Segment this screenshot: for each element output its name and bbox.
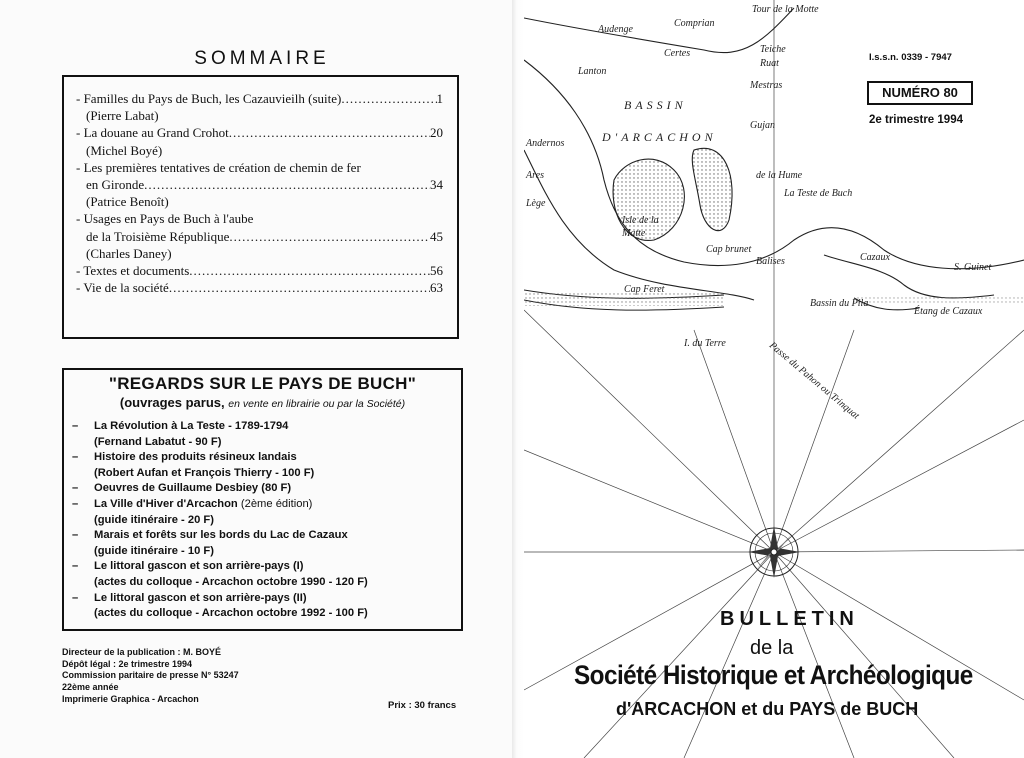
map-label-ruat: Ruat <box>760 58 779 69</box>
society-location: d'ARCACHON et du PAYS de BUCH <box>616 699 919 719</box>
book-details: (actes du colloque - Arcachon octobre 1990 - 120 F) <box>94 575 368 588</box>
map-label-tour: Tour de la Motte <box>752 4 819 15</box>
footer-line: Imprimerie Graphica - Arcachon <box>62 693 199 704</box>
book-title: Le littoral gascon et son arrière-pays (I) <box>94 560 304 573</box>
bulletin-de-la: de la <box>750 637 794 659</box>
book-gutter <box>512 0 524 758</box>
toc-entry: - Usages en Pays de Buch à l'aube <box>76 211 254 227</box>
issn: I.s.s.n. 0339 - 7947 <box>869 52 952 63</box>
map-label-comprian: Comprian <box>674 18 715 29</box>
map-label-cap-brunet: Cap brunet <box>706 244 752 255</box>
toc-entry-page: 63 <box>430 280 443 296</box>
toc-entry-label: en Gironde <box>86 177 145 193</box>
map-label-guinet: S. Guinet <box>954 262 992 273</box>
map-label-etang: Étang de Cazaux <box>914 306 983 317</box>
regards-subtitle-main: (ouvrages parus, <box>119 395 225 410</box>
map-label-andernos: Andernos <box>526 138 565 149</box>
map-label-darcachon: D'ARCACHON <box>602 130 717 144</box>
table-of-contents <box>62 75 459 339</box>
map-label-certes: Certes <box>664 48 691 59</box>
book-details: (guide itinéraire - 20 F) <box>94 513 214 526</box>
map-label-hume: de la Hume <box>756 170 803 181</box>
toc-dot-leader <box>229 124 430 141</box>
book-item <box>72 528 453 544</box>
toc-author: (Patrice Benoît) <box>86 194 169 210</box>
list-dash: – <box>72 482 79 495</box>
toc-entry-page: 45 <box>430 228 443 244</box>
footer-line: Directeur de la publication : M. BOYÉ <box>62 647 222 657</box>
map-label-lanton: Lanton <box>578 66 607 77</box>
publication-footer <box>62 647 239 706</box>
toc-entry-page: 1 <box>436 91 443 106</box>
list-dash: – <box>72 420 79 432</box>
regards-subtitle <box>72 395 453 410</box>
regards-list <box>72 419 453 622</box>
book-title: Marais et forêts sur les bords du Lac de Cazaux <box>94 529 348 542</box>
toc-entry-label: de la Troisième République <box>86 228 230 244</box>
footer-line: Commission paritaire de presse N° 53247 <box>62 670 239 681</box>
map-label-ares: Ares <box>526 170 544 181</box>
compass-rose <box>748 526 800 578</box>
toc-entry-label: - La douane au Grand Crohot <box>76 125 229 141</box>
map-label-balises: Balises <box>756 256 785 267</box>
book-edition: (2ème édition) <box>237 497 313 510</box>
footer-line: 22ème année <box>62 682 119 693</box>
book-item <box>72 481 453 497</box>
bulletin-title: BULLETIN <box>720 608 859 630</box>
map-label-terre: I. du Terre <box>684 338 726 349</box>
regards-title: "REGARDS SUR LE PAYS DE BUCH" <box>108 374 417 393</box>
book-title: Oeuvres de Guillaume Desbiey (80 F) <box>94 482 292 495</box>
issue-number: NUMÉRO 80 <box>867 81 973 105</box>
toc-entry-page: 34 <box>430 177 443 193</box>
book-item <box>72 450 453 466</box>
toc-entry-page: 56 <box>430 263 443 279</box>
toc-entry <box>76 228 443 245</box>
regards-box <box>62 368 463 631</box>
toc-author: (Charles Daney) <box>86 245 172 261</box>
list-dash: – <box>72 591 79 604</box>
book-item <box>72 591 453 607</box>
map-label-cazaux: Cazaux <box>860 252 890 263</box>
price: Prix : 30 francs <box>388 700 457 711</box>
toc-entry <box>76 262 443 279</box>
map-label-passe: Passe du Pahon ou Trinquat <box>766 340 862 422</box>
toc-entry <box>76 176 443 193</box>
book-details: (Fernand Labatut - 90 F) <box>94 435 222 448</box>
toc-dot-leader <box>169 279 430 296</box>
book-title: La Ville d'Hiver d'Arcachon (2ème édition) <box>94 497 313 510</box>
map-label-ile: Isle de la Matte <box>622 215 659 239</box>
book-details: (guide itinéraire - 10 F) <box>94 544 214 557</box>
book-details: (actes du colloque - Arcachon octobre 1992 - 100 F) <box>94 607 368 620</box>
toc-entry: - Les premières tentatives de création de chemin de fer <box>76 159 361 175</box>
sommaire-title: SOMMAIRE <box>194 48 330 69</box>
book-item <box>72 559 453 575</box>
issue-trimester: 2e trimestre 1994 <box>869 114 963 126</box>
toc-author: (Michel Boyé) <box>86 142 163 158</box>
footer-line: Dépôt légal : 2e trimestre 1994 <box>62 658 193 669</box>
list-dash: – <box>72 529 79 542</box>
map-label-gujan: Gujan <box>750 120 775 131</box>
book-title: Le littoral gascon et son arrière-pays (II) <box>94 591 307 604</box>
book-title: La Révolution à La Teste - 1789-1794 <box>94 420 289 432</box>
toc-entry <box>76 124 443 141</box>
map-label-lege: Lège <box>526 198 546 209</box>
toc-entry-label: - Familles du Pays de Buch, les Cazauvieilh (suite) <box>76 91 342 106</box>
map-label-teiche: Teiche <box>760 44 786 55</box>
toc-entry <box>76 279 443 296</box>
list-dash: – <box>72 560 79 573</box>
toc-entry-page: 20 <box>430 125 443 141</box>
book-item <box>72 419 453 435</box>
book-item <box>72 497 453 513</box>
map-label-audenge: Audenge <box>598 24 633 35</box>
map-label-cap-ferret: Cap Feret <box>624 284 665 295</box>
toc-entry-label: - Vie de la société <box>76 280 169 296</box>
toc-dot-leader <box>341 90 436 107</box>
map-label-bassin: BASSIN <box>624 98 687 112</box>
toc-author: (Pierre Labat) <box>86 108 159 124</box>
list-dash: – <box>72 451 79 464</box>
map-label-teste: La Teste de Buch <box>784 188 853 199</box>
society-name: Société Historique et Archéologique <box>574 660 973 690</box>
right-page <box>524 0 1024 758</box>
toc-entry <box>76 90 443 107</box>
regards-subtitle-italic: en vente en librairie ou par la Société) <box>228 398 406 410</box>
book-title: Histoire des produits résineux landais <box>94 451 297 464</box>
toc-dot-leader <box>189 262 430 279</box>
map-label-bassin-pila: Bassin du Pila <box>810 298 869 309</box>
list-dash: – <box>72 497 79 510</box>
book-details: (Robert Aufan et François Thierry - 100 F) <box>94 466 315 479</box>
map-label-mestras: Mestras <box>750 80 783 91</box>
toc-entry-label: - Textes et documents <box>76 263 190 279</box>
toc-dot-leader <box>229 228 430 245</box>
toc-dot-leader <box>144 176 430 193</box>
